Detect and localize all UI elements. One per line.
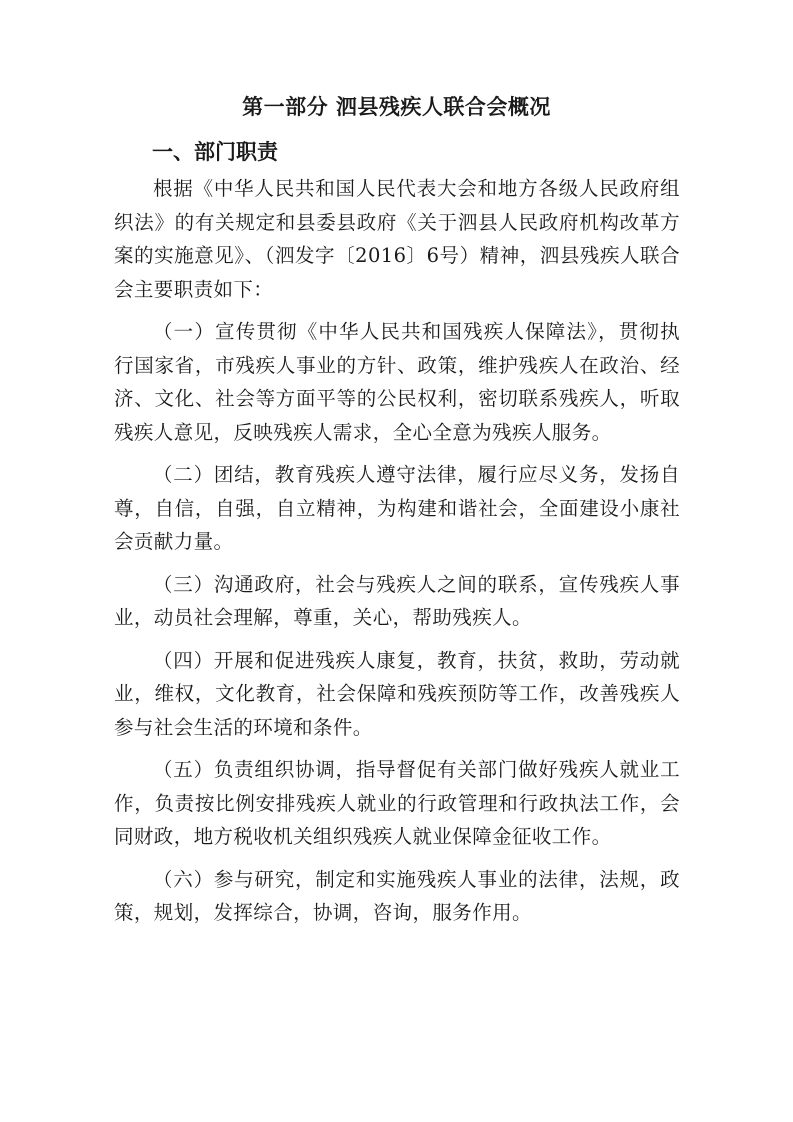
duty-paragraph-4: （四）开展和促进残疾人康复，教育，扶贫，救助，劳动就业，维权，文化教育，社会保障和残疾预防等工作，改善残疾人参与社会生活的环境和条件。 <box>114 648 680 739</box>
section-heading: 一、部门职责 <box>152 140 278 164</box>
duty-paragraph-3: （三）沟通政府，社会与残疾人之间的联系，宣传残疾人事业，动员社会理解，尊重，关心，帮助残疾人。 <box>114 572 680 629</box>
duty-paragraph-2: （二）团结，教育残疾人遵守法律，履行应尽义务，发扬自尊，自信，自强，自立精神，为构建和谐社会，全面建设小康社会贡献力量。 <box>114 463 680 553</box>
duty-paragraph-6: （六）参与研究，制定和实施残疾人事业的法律，法规，政策，规划，发挥综合，协调，咨询，服务作用。 <box>114 867 680 924</box>
duty-paragraph-1: （一）宣传贯彻《中华人民共和国残疾人保障法》，贯彻执行国家省，市残疾人事业的方针、政策，维护残疾人在政治、经济、文化、社会等方面平等的公民权利，密切联系残疾人，听取残疾人意见，反映残疾人需求，全心全意为残疾人服务。 <box>114 320 680 444</box>
intro-paragraph: 根据《中华人民共和国人民代表大会和地方各级人民政府组织法》的有关规定和县委县政府《关于泗县人民政府机构改革方案的实施意见》、（泗发字〔2016〕6号）精神，泗县残疾人联合会主要职责如下： <box>114 177 680 301</box>
duty-paragraph-5: （五）负责组织协调，指导督促有关部门做好残疾人就业工作，负责按比例安排残疾人就业的行政管理和行政执法工作，会同财政，地方税收机关组织残疾人就业保障金征收工作。 <box>114 758 680 848</box>
body-text <box>114 172 680 930</box>
page-title: 第一部分 泗县残疾人联合会概况 <box>242 95 551 119</box>
